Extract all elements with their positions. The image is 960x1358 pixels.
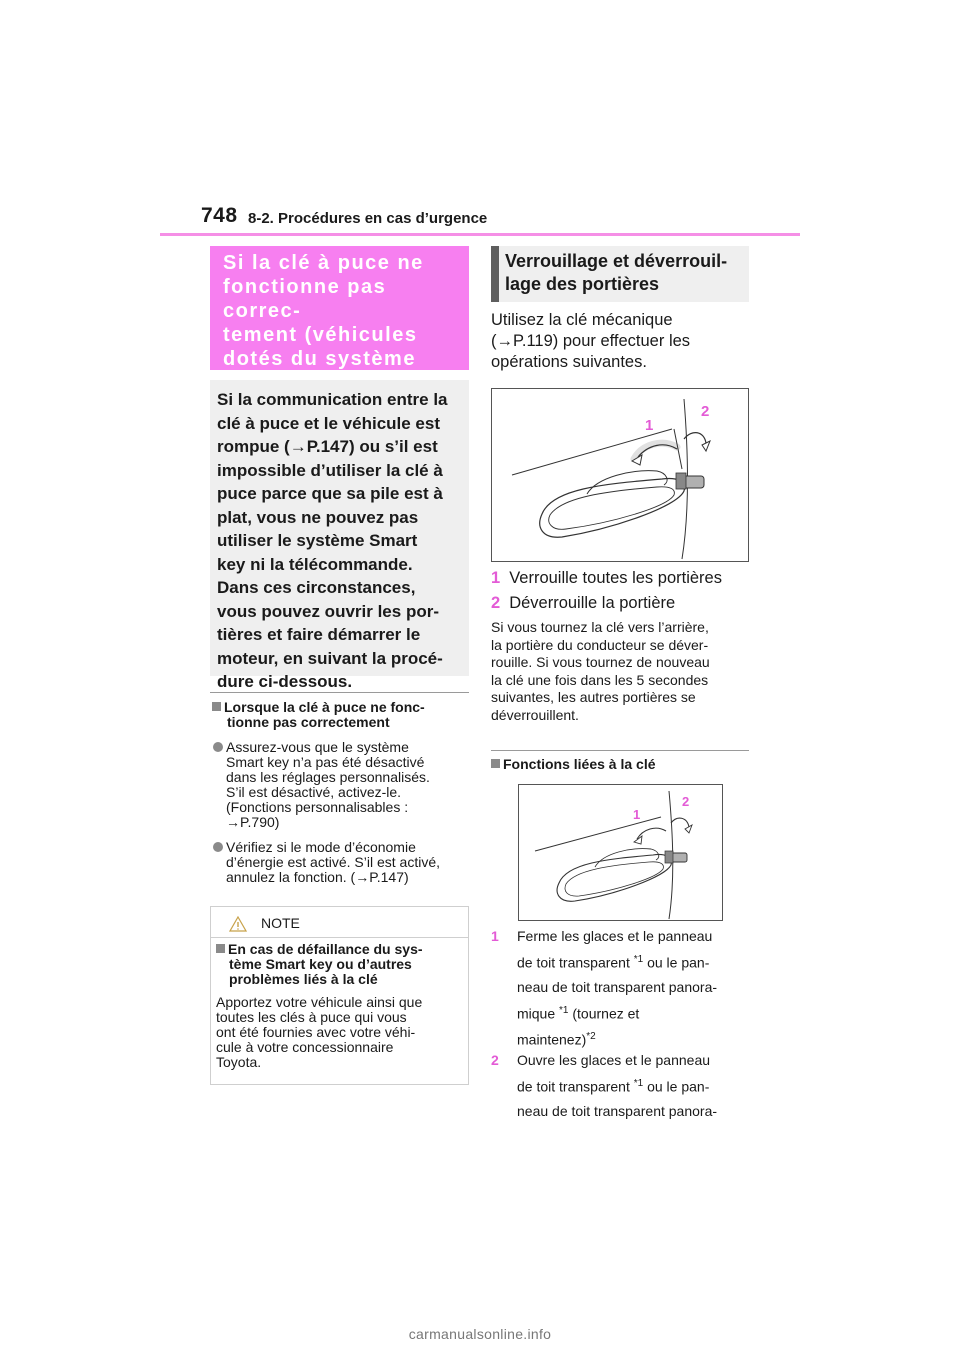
chapter-title-box (210, 246, 469, 370)
section-heading: Verrouillage et déverrouil- lage des portières (505, 251, 728, 294)
intro-line: Si la communication entre la (217, 390, 448, 409)
bullet-item: Assurez-vous que le système Smart key n’a pas été désactivé dans les réglages personnalisés. S’il est désactivé, activez-le. (Fonctions personnalisables : →P.790) (226, 740, 471, 830)
key-step-item: 1 Ferme les glaces et le panneau de toit transparent $^{*1}$ ou le pan- neau de toit transparent panora- mique $^{*1}$ (tournez et maintenez)$^{*2}$ (491, 928, 718, 1048)
intro-line: clé à puce et le véhicule est (217, 413, 441, 433)
key-functions-figure (518, 784, 723, 921)
bullet-dot-icon (213, 842, 223, 852)
key-step-item: 2 Ouvre les glaces et le panneau de toit transparent $^{*1}$ ou le pan- neau de toit transparent panora- (491, 1052, 718, 1119)
chapter-title-line: dotés du système (223, 348, 416, 370)
subsection-divider (210, 692, 469, 693)
watermark: carmanualsonline.info (408, 1326, 552, 1342)
chapter-title-line: fonctionne pas correc- (223, 276, 387, 322)
subsection-heading: Lorsque la clé à puce ne fonc- tionne pas correctement (212, 700, 472, 730)
square-bullet-icon (216, 944, 225, 953)
intro-line: rompue (→P.147) ou s’il est (217, 437, 438, 456)
figure-label: 1 (645, 417, 654, 434)
intro-box (210, 380, 469, 691)
intro-paragraph: Utilisez la clé mécanique (→P.119) pour effectuer les opérations suivantes. (491, 311, 691, 371)
step-item: 1 Verrouille toutes les portières (491, 569, 722, 587)
note-text: Apportez votre véhicule ainsi que toutes les clés à puce qui vous ont été fournies avec votre véhi- cule à votre concessionnaire Toyota. (216, 994, 423, 1070)
intro-line: dure ci-dessous. (217, 672, 353, 691)
intro-line: plat, vous ne pouvez pas (217, 507, 419, 527)
door-handle-illustration (492, 389, 748, 561)
intro-line: utiliser le système Smart (217, 531, 418, 550)
figure-label: 1 (633, 807, 641, 822)
figure-label: 2 (682, 794, 690, 809)
header-divider (160, 233, 800, 236)
chapter-title-line: Si la clé à puce ne (223, 252, 424, 274)
intro-line: impossible d’utiliser la clé à (217, 460, 443, 480)
note-box (210, 906, 469, 1085)
subsection-divider (491, 750, 749, 751)
note-divider (211, 937, 468, 938)
intro-line: vous pouvez ouvrir les por- (217, 601, 439, 621)
explanation-paragraph: Si vous tournez la clé vers l’arrière, la portière du conducteur se déver- rouille. Si vous tournez de nouveau la clé une fois dans les 5 secondes suivantes, les autres portières se déverrouillent. (491, 619, 710, 723)
bullet-item: Vérifiez si le mode d’économie d’énergie est activé. S’il est activé, annulez la fonction. (→P.147) (226, 840, 471, 885)
note-title: En cas de défaillance du sys- tème Smart key ou d’autres problèmes liés à la clé (216, 942, 466, 987)
page-number: 748 (201, 204, 238, 227)
warning-icon (229, 916, 247, 932)
heading-accent-bar (491, 246, 499, 302)
square-bullet-icon (212, 702, 221, 711)
intro-line: key ni la télécommande. (217, 554, 413, 574)
bullet-dot-icon (213, 742, 223, 752)
square-bullet-icon (491, 759, 500, 768)
door-handle-illustration (519, 785, 722, 920)
note-label: NOTE (261, 915, 300, 931)
intro-line: moteur, en suivant la procé- (217, 648, 443, 668)
subsection-heading: Fonctions liées à la clé (491, 757, 753, 772)
chapter-title-line: tement (véhicules (223, 324, 418, 346)
intro-line: puce parce que sa pile est à (217, 484, 443, 503)
intro-line: Dans ces circonstances, (217, 578, 416, 597)
section-title: 8-2. Procédures en cas d’urgence (248, 210, 488, 227)
intro-line: tières et faire démarrer le (217, 625, 421, 644)
section-heading-box (491, 246, 749, 302)
door-lock-figure (491, 388, 749, 562)
figure-label: 2 (701, 403, 710, 420)
step-item: 2 Déverrouille la portière (491, 594, 676, 612)
